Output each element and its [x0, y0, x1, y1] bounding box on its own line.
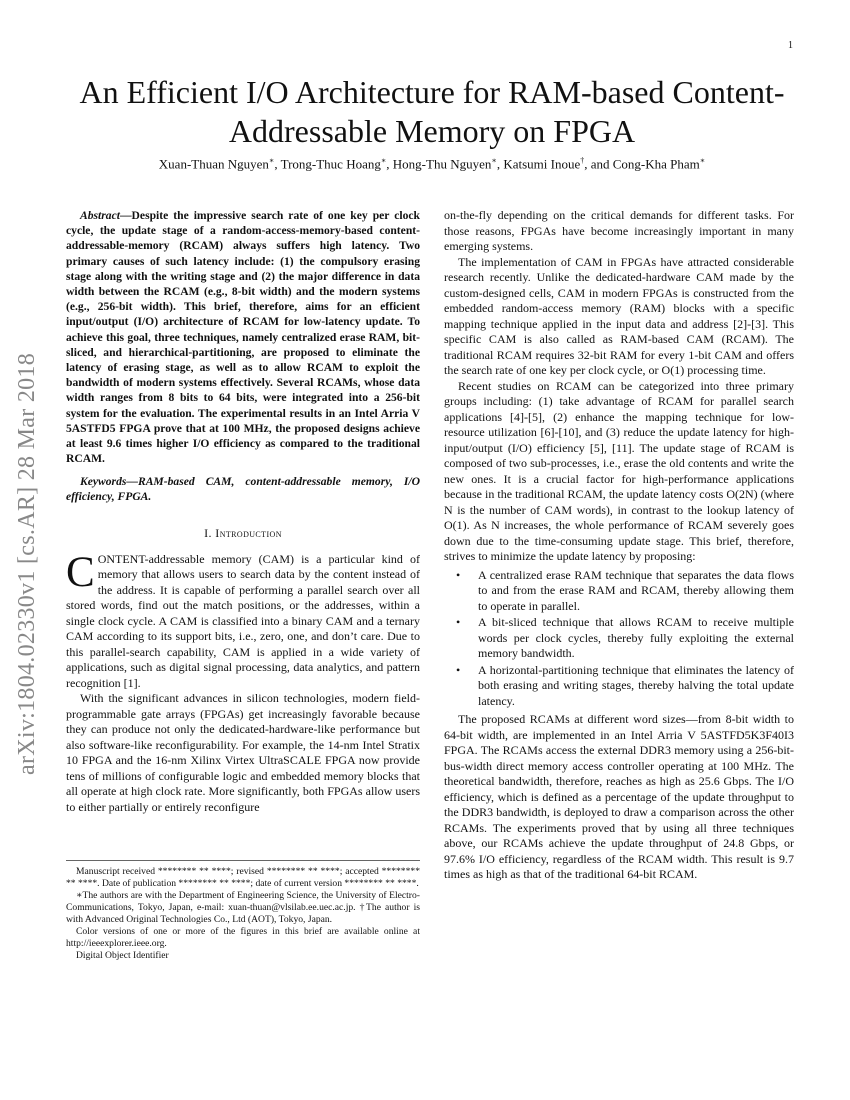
author-name: Hong-Thu Nguyen — [392, 156, 492, 172]
author-separator: , and — [584, 156, 613, 172]
abstract — [66, 208, 420, 466]
intro-paragraph-1-text: ONTENT-addressable memory (CAM) is a particular kind of memory that allows users to search data by the content instead of the address. It is capable of performing a parallel search over all stored words, find out the match positions, or the addresses, within a single clock cycle. A CAM is classified into a binary CAM and a ternary CAM according to its support bits, i.e., zero, one, and don’t care. Due to this parallel-search capability, CAM is applied in a wide variety of applications, such as digital signal processing, data analytics, and pattern recognition [1]. — [66, 551, 420, 690]
author-affiliation-mark: ∗ — [380, 156, 387, 165]
footnote-manuscript: Manuscript received ******** ** ****; revised ******** ** ****; accepted ******** ** ****. Date of publication ******** ** ****; date of current version ******** ** ****. — [66, 866, 420, 889]
author-affiliation-mark: ∗ — [268, 156, 275, 165]
footnotes — [66, 860, 420, 962]
intro-paragraph-2: With the significant advances in silicon technologies, modern field-programmable gate arrays (FPGAs) get increasingly favorable because they can produce not only the dedicated-hardware-like performance but also software-like reconfigurability. For example, the 14-nm Intel Stratix 10 FPGA and the 16-nm Xilinx Virtex UltraSCALE FPGA now provide tens of millions of configurable logic and embedded memory blocks that all operate at high clock rate. More significantly, both FPGAs allow users to either partially or entirely reconfigure — [66, 691, 420, 814]
footnote-doi: Digital Object Identifier — [76, 950, 169, 961]
author-name: Cong-Kha Pham — [612, 156, 700, 172]
list-item: • A bit-sliced technique that allows RCAM to receive multiple words per clock cycles, thereby fully exploiting the external memory bandwidth. — [478, 615, 794, 662]
author-affiliation-mark: ∗ — [491, 156, 497, 165]
abstract-text: —Despite the impressive search rate of one key per clock cycle, the update stage of a random-access-memory-based content-addressable-memory (RCAM) always suffers high latency. Two primary causes of such latency include: (1) the compulsory erasing stage along with the writing stage and (2) the major difference in data width between the RCAM (e.g., 8-bit width) and the modern systems (e.g., 256-bit width). This brief, therefore, aims for an efficient input/output (I/O) architecture of RCAM for low-latency update. To achieve this goal, three techniques, namely centralized erase RAM, bit-sliced, and hierarchical-partitioning, are proposed to eliminate the latency of erasing stage, as well as to allow RCAM to exploit the bandwidth of modern systems effectively. Several RCAMs, whose data width ranges from 8 bits to 64 bits, were integrated into a 256-bit system for the evaluation. The experimental results in an Intel Arria V 5ASTFD5 FPGA prove that at 100 MHz, the proposed designs achieve at least 9.6 times higher I/O efficiency as compared to the traditional RCAM. — [66, 209, 420, 466]
right-paragraph-2: The implementation of CAM in FPGAs have attracted considerable research recently. Unlike the dedicated-hardware CAM made by the custom-designed cells, CAM in modern FPGAs is constructed from the embedded random-access memory (RAM) blocks with a specific mapping technique applied in the input data and address [2]-[3]. This specific CAM is also called as RAM-based CAM (RCAM). The traditional RCAM requires 32-bit RAM for every 1-bit CAM and offers the search rate of one key per clock cycle, or O(1) processing time. — [444, 254, 794, 377]
keywords: Keywords—RAM-based CAM, content-addressable memory, I/O efficiency, FPGA. — [66, 475, 420, 504]
list-item: • A centralized erase RAM technique that separates the data flows to and from the erase RAM and RCAM, thereby allowing them to operate in parallel. — [478, 568, 794, 615]
author-separator: , — [496, 156, 504, 172]
author-separator: , — [386, 156, 393, 172]
dropcap-letter: C — [66, 548, 95, 596]
section-heading-introduction: I. Introduction — [204, 526, 282, 541]
right-paragraph-4: The proposed RCAMs at different word sizes—from 8-bit width to 64-bit width, are implemented in an Intel Arria V 5ASTFD5K3F40I3 FPGA. The RCAMs access the external DDR3 memory using a 256-bit-bus-width direct memory access controller operating at 100 MHz. The theoretical bandwidth, therefore, reaches as high as 25.6 Gbps. The I/O efficiency, which is defined as a percentage of the update throughput to the DDR3 bandwidth, is deployed to draw a comparison across the other RCAMs. The experiments proved that by using all three techniques above, our RCAMs achieve the update throughput of 24.8 Gbps, or 97.6% I/O efficiency, regardless of the RCAM width. This result is 9.7 times as high as that of the traditional 64-bit RCAM. — [444, 712, 794, 881]
author-separator: , — [274, 156, 281, 172]
intro-paragraph-1 — [66, 548, 420, 692]
left-column — [66, 208, 420, 815]
right-column — [444, 208, 794, 883]
author-name: Trong-Thuc Hoang — [280, 156, 381, 172]
author-name: Katsumi Inoue — [503, 156, 581, 172]
author-affiliation-mark: ∗ — [699, 156, 706, 165]
right-paragraph-3: Recent studies on RCAM can be categorized into three primary groups including: (1) take advantage of RCAM for parallel search applications [4]-[5], (2) enhance the mapping technique for low-resource utilization [6]-[10], and (3) reduce the update latency for high-input/output (I/O) efficiency [5], [11]. The update stage of RCAM is composed of two sub-processes, i.e., erase the old contents and write the new ones. It is a crucial factor for high-performance applications because in the traditional RCAM, the update latency costs O(2N) (where N is the number of CAM words), in contrast to the lookup latency of O(1). As N increases, the whole performance of RCAM severely goes down due to the time-consuming update stage. This brief, therefore, strives to minimize the update latency by proposing: — [444, 378, 794, 563]
page-number: 1 — [788, 40, 793, 51]
abstract-label: Abstract — [80, 209, 120, 222]
list-item: • A horizontal-partitioning technique that eliminates the latency of both erasing and writing stages, thereby halving the total update latency. — [478, 663, 794, 710]
paper-title: An Efficient I/O Architecture for RAM-based Content-Addressable Memory on FPGA — [79, 74, 785, 149]
footnote-color-versions: Color versions of one or more of the figures in this brief are available online at http://ieeexplorer.ieee.org. — [66, 926, 420, 949]
arxiv-identifier: arXiv:1804.02330v1 [cs.AR] 28 Mar 2018 — [14, 352, 40, 775]
right-paragraph-1: on-the-fly depending on the critical demands for different tasks. For those reasons, FPGAs have become increasingly important in many emerging systems. — [444, 208, 794, 253]
author-name: Xuan-Thuan Nguyen — [158, 156, 269, 172]
author-list — [60, 156, 804, 172]
footnote-affiliations: ∗The authors are with the Department of Engineering Science, the University of Electro-Communications, Tokyo, Japan, e-mail: xuan-thuan@vlsilab.ee.uec.ac.jp. †The author is with Advanced Original Technologies Co., Ltd (AOT), Tokyo, Japan. — [66, 890, 420, 925]
contribution-list — [444, 568, 794, 710]
author-affiliation-mark: † — [580, 156, 585, 165]
